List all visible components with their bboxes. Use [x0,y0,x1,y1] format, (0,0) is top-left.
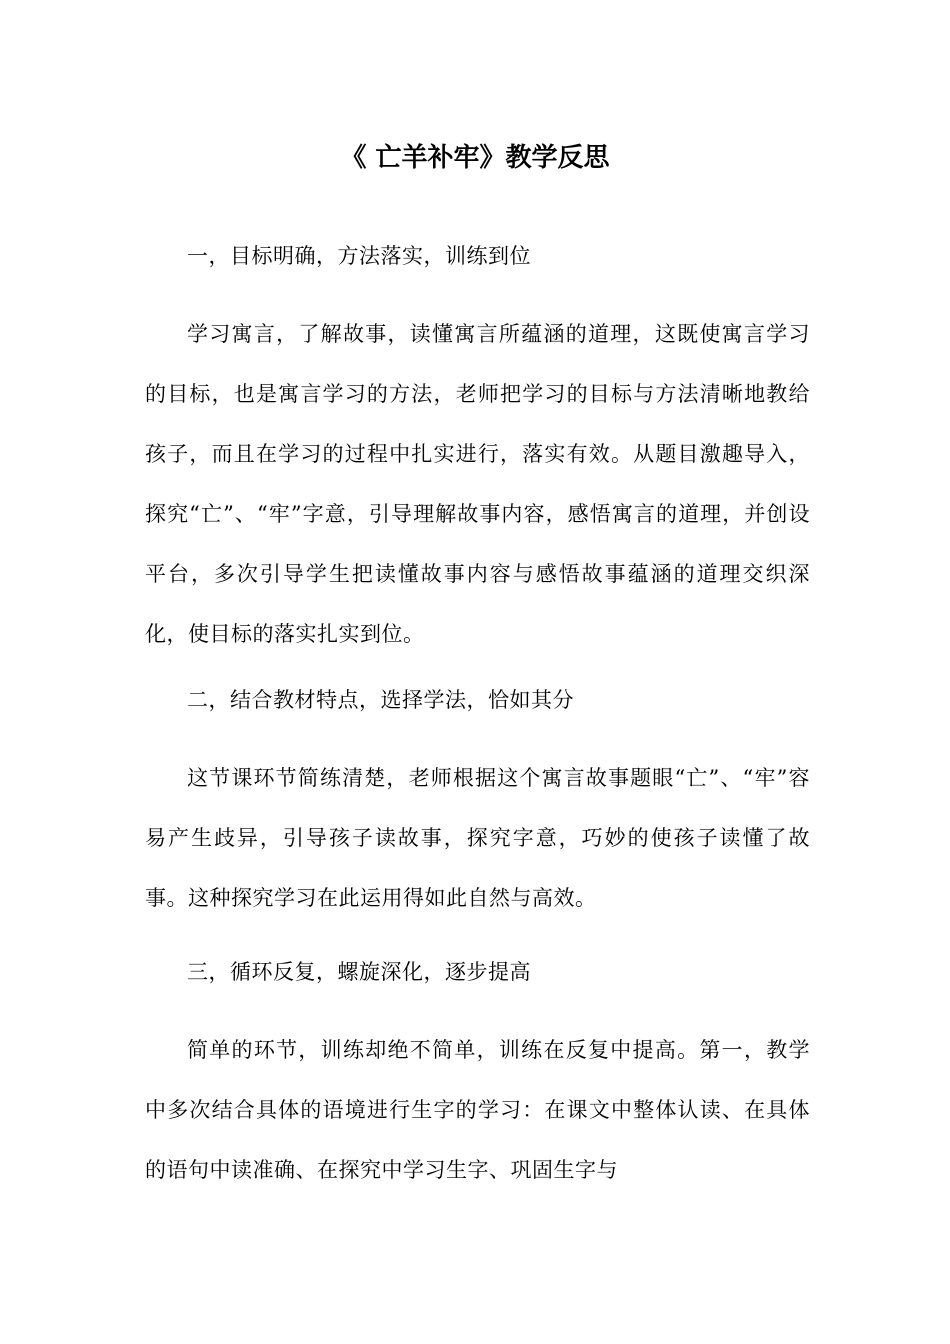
section-heading-3: 三，循环反复，螺旋深化，逐步提高 [187,960,531,984]
section-heading-1: 一，目标明确，方法落实，训练到位 [187,244,531,268]
section-paragraph-1: 学习寓言，了解故事，读懂寓言所蕴涵的道理，这既使寓言学习的目标，也是寓言学习的方法，老师把学习的目标与方法清晰地教给孩子，而且在学习的过程中扎实进行，落实有效。从题目激趣导入，探究“亡”、“牢”字意，引导理解故事内容，感悟寓言的道理，并创设平台，多次引导学生把读懂故事内容与感悟故事蕴涵的道理交织深化，使目标的落实扎实到位。 [145,322,810,646]
section-paragraph-2: 这节课环节简练清楚，老师根据这个寓言故事题眼“亡”、“牢”容易产生歧异，引导孩子读故事，探究字意，巧妙的使孩子读懂了故事。这种探究学习在此运用得如此自然与高效。 [145,766,810,910]
document-title: 《 亡羊补牢》教学反思 [340,143,610,173]
section-heading-2: 二，结合教材特点，选择学法，恰如其分 [187,688,574,712]
section-paragraph-3: 简单的环节，训练却绝不简单，训练在反复中提高。第一，教学中多次结合具体的语境进行生字的学习：在课文中整体认读、在具体的语句中读准确、在探究中学习生字、巩固生字与 [145,1038,810,1182]
